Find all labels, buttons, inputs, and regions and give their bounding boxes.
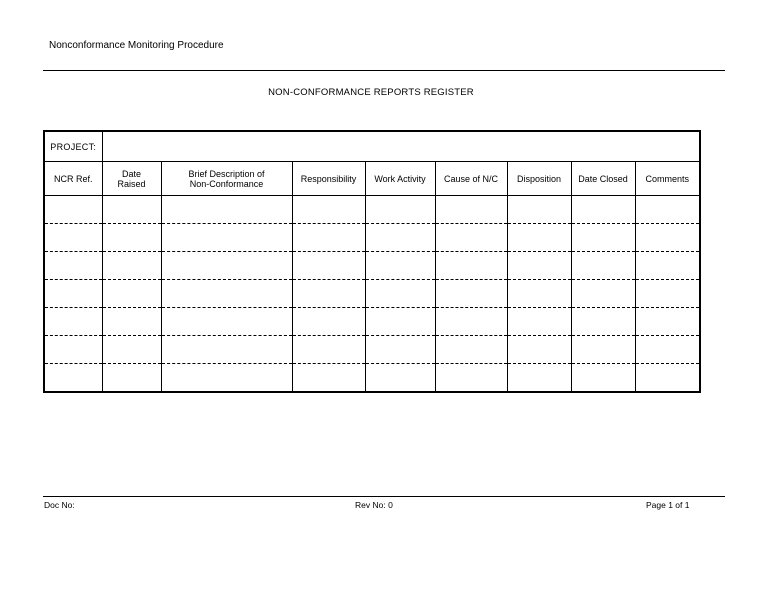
col-brief-description: Brief Description of Non-Conformance — [161, 162, 292, 196]
table-cell[interactable] — [44, 280, 102, 308]
document-title: Nonconformance Monitoring Procedure — [49, 40, 224, 51]
col-work-activity: Work Activity — [365, 162, 435, 196]
table-cell[interactable] — [365, 308, 435, 336]
footer-divider — [43, 496, 725, 497]
col-disposition: Disposition — [507, 162, 571, 196]
table-cell[interactable] — [435, 196, 507, 224]
table-cell[interactable] — [102, 308, 161, 336]
table-cell[interactable] — [635, 308, 700, 336]
col-date-closed: Date Closed — [571, 162, 635, 196]
table-cell[interactable] — [635, 252, 700, 280]
register-title: NON-CONFORMANCE REPORTS REGISTER — [268, 87, 474, 98]
table-cell[interactable] — [161, 308, 292, 336]
table-row — [44, 364, 700, 393]
footer-rev-no: Rev No: 0 — [355, 500, 393, 510]
table-cell[interactable] — [102, 364, 161, 393]
table-cell[interactable] — [571, 224, 635, 252]
footer-doc-no: Doc No: — [44, 500, 75, 510]
table-cell[interactable] — [507, 364, 571, 393]
table-cell[interactable] — [161, 224, 292, 252]
table-cell[interactable] — [635, 224, 700, 252]
table-cell[interactable] — [292, 196, 365, 224]
table-cell[interactable] — [161, 280, 292, 308]
table-cell[interactable] — [292, 308, 365, 336]
table-cell[interactable] — [571, 364, 635, 393]
table-cell[interactable] — [571, 336, 635, 364]
table-cell[interactable] — [365, 252, 435, 280]
col-ncr-ref: NCR Ref. — [44, 162, 102, 196]
table-cell[interactable] — [507, 280, 571, 308]
table-cell[interactable] — [292, 252, 365, 280]
footer-page-number: Page 1 of 1 — [646, 500, 690, 510]
table-cell[interactable] — [571, 308, 635, 336]
ncr-register-table — [43, 130, 701, 393]
table-cell[interactable] — [571, 196, 635, 224]
table-cell[interactable] — [292, 280, 365, 308]
table-cell[interactable] — [44, 308, 102, 336]
table-row — [44, 308, 700, 336]
table-cell[interactable] — [365, 336, 435, 364]
table-cell[interactable] — [435, 336, 507, 364]
table-cell[interactable] — [571, 252, 635, 280]
table-cell[interactable] — [635, 364, 700, 393]
table-cell[interactable] — [44, 364, 102, 393]
table-cell[interactable] — [44, 224, 102, 252]
table-cell[interactable] — [435, 280, 507, 308]
table-cell[interactable] — [102, 336, 161, 364]
table-cell[interactable] — [507, 336, 571, 364]
table-cell[interactable] — [292, 336, 365, 364]
table-cell[interactable] — [507, 308, 571, 336]
table-row — [44, 280, 700, 308]
project-field[interactable] — [102, 131, 700, 162]
table-cell[interactable] — [44, 336, 102, 364]
table-cell[interactable] — [507, 224, 571, 252]
table-cell[interactable] — [292, 364, 365, 393]
table-cell[interactable] — [161, 252, 292, 280]
table-cell[interactable] — [44, 252, 102, 280]
table-cell[interactable] — [507, 196, 571, 224]
table-cell[interactable] — [161, 364, 292, 393]
table-row — [44, 336, 700, 364]
table-cell[interactable] — [635, 196, 700, 224]
table-cell[interactable] — [635, 280, 700, 308]
table-cell[interactable] — [102, 280, 161, 308]
table-row — [44, 224, 700, 252]
table-cell[interactable] — [365, 280, 435, 308]
table-cell[interactable] — [161, 196, 292, 224]
table-cell[interactable] — [102, 252, 161, 280]
table-cell[interactable] — [44, 196, 102, 224]
table-cell[interactable] — [102, 196, 161, 224]
table-cell[interactable] — [507, 252, 571, 280]
col-cause-of-nc: Cause of N/C — [435, 162, 507, 196]
column-header-row — [44, 162, 700, 196]
table-row — [44, 196, 700, 224]
project-label: PROJECT: — [44, 131, 102, 162]
header-divider — [43, 70, 725, 71]
table-cell[interactable] — [365, 364, 435, 393]
col-date-raised: Date Raised — [102, 162, 161, 196]
project-row — [44, 131, 700, 162]
register-body — [44, 196, 700, 393]
table-cell[interactable] — [365, 224, 435, 252]
table-cell[interactable] — [571, 280, 635, 308]
table-cell[interactable] — [161, 336, 292, 364]
table-row — [44, 252, 700, 280]
col-responsibility: Responsibility — [292, 162, 365, 196]
table-cell[interactable] — [435, 252, 507, 280]
table-cell[interactable] — [102, 224, 161, 252]
col-comments: Comments — [635, 162, 700, 196]
table-cell[interactable] — [435, 224, 507, 252]
table-cell[interactable] — [435, 364, 507, 393]
table-cell[interactable] — [635, 336, 700, 364]
table-cell[interactable] — [292, 224, 365, 252]
table-cell[interactable] — [365, 196, 435, 224]
table-cell[interactable] — [435, 308, 507, 336]
